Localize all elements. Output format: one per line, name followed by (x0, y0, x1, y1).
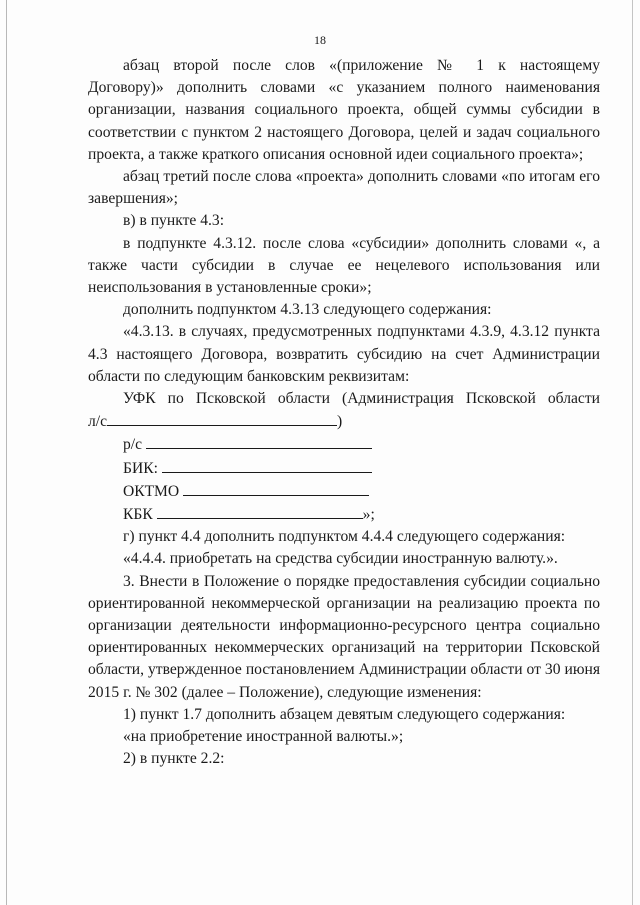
paragraph-3: в) в пункте 4.3: (123, 212, 225, 230)
kbk-suffix: »; (362, 506, 375, 524)
account-label: л/с (88, 413, 108, 431)
paragraph-11: 1) пункт 1.7 дополнить абзацем девятым следующего содержания: (123, 705, 566, 723)
account-line (88, 410, 600, 433)
paragraph-9: «4.4.4. приобретать на средства субсидии иностранную валюту.». (123, 550, 558, 568)
kbk-line (88, 503, 600, 526)
rs-blank (146, 433, 372, 449)
oktmo-line (88, 480, 600, 503)
scan-edge-left (6, 0, 7, 905)
paragraph-5: дополнить подпунктом 4.3.13 следующего содержания: (123, 301, 492, 319)
bik-blank (162, 457, 372, 473)
paragraph-10: 3. Внести в Положение о порядке предоставления субсидии социально ориентированной некоммерческой организации на реализацию проекта по организации деятельности информационно-ресурсного центра социально ориентированных некоммерческих организаций на территории Псковской области, утвержденное постановлением Администрации области от 30 июня 2015 г. № 302 (далее – Положение), следующие изменения: (88, 572, 600, 701)
paragraph-13: 2) в пункте 2.2: (123, 750, 225, 768)
account-suffix: ) (337, 413, 343, 431)
paragraph-6: «4.3.13. в случаях, предусмотренных подпунктами 4.3.9, 4.3.12 пункта 4.3 настоящего Договора, возвратить субсидию на счет Администрации области по следующим банковским реквизитам: (88, 323, 600, 385)
rs-line (88, 433, 600, 456)
rs-label: р/с (123, 436, 143, 454)
paragraph-1-continued: Договору)» дополнить словами «с указанием полного наименования организации, названия социального проекта, общей суммы субсидии в соответствии с пунктом 2 настоящего Договора, целей и задач социального проекта, а также краткого описания основной идеи социального проекта»; (88, 79, 600, 163)
bik-label: БИК: (123, 459, 158, 477)
scan-edge-right (632, 0, 633, 905)
bank-details-first-line: УФК по Псковской области (Администрация Псковской области (123, 390, 600, 408)
paragraph-8: г) пункт 4.4 дополнить подпунктом 4.4.4 следующего содержания: (123, 528, 566, 546)
paragraph-1-first-line: абзац второй после слов «(приложение № 1 к настоящему (123, 57, 600, 74)
kbk-label: КБК (123, 506, 153, 524)
account-blank (107, 410, 337, 426)
oktmo-blank (183, 480, 369, 496)
page-number: 18 (314, 33, 326, 47)
paragraph-12: «на приобретение иностранной валюты.»; (123, 728, 404, 746)
paragraph-2: абзац третий после слова «проекта» дополнить словами «по итогам его завершения»; (88, 168, 600, 208)
oktmo-label: ОКТМО (123, 482, 180, 500)
kbk-blank (157, 503, 363, 519)
document-body (88, 55, 600, 771)
bik-line (88, 457, 600, 480)
paragraph-4: в подпункте 4.3.12. после слова «субсидии» дополнить словами «, а также части субсидии в случае ее нецелевого использования или неиспользования в установленные сроки»; (88, 234, 600, 297)
